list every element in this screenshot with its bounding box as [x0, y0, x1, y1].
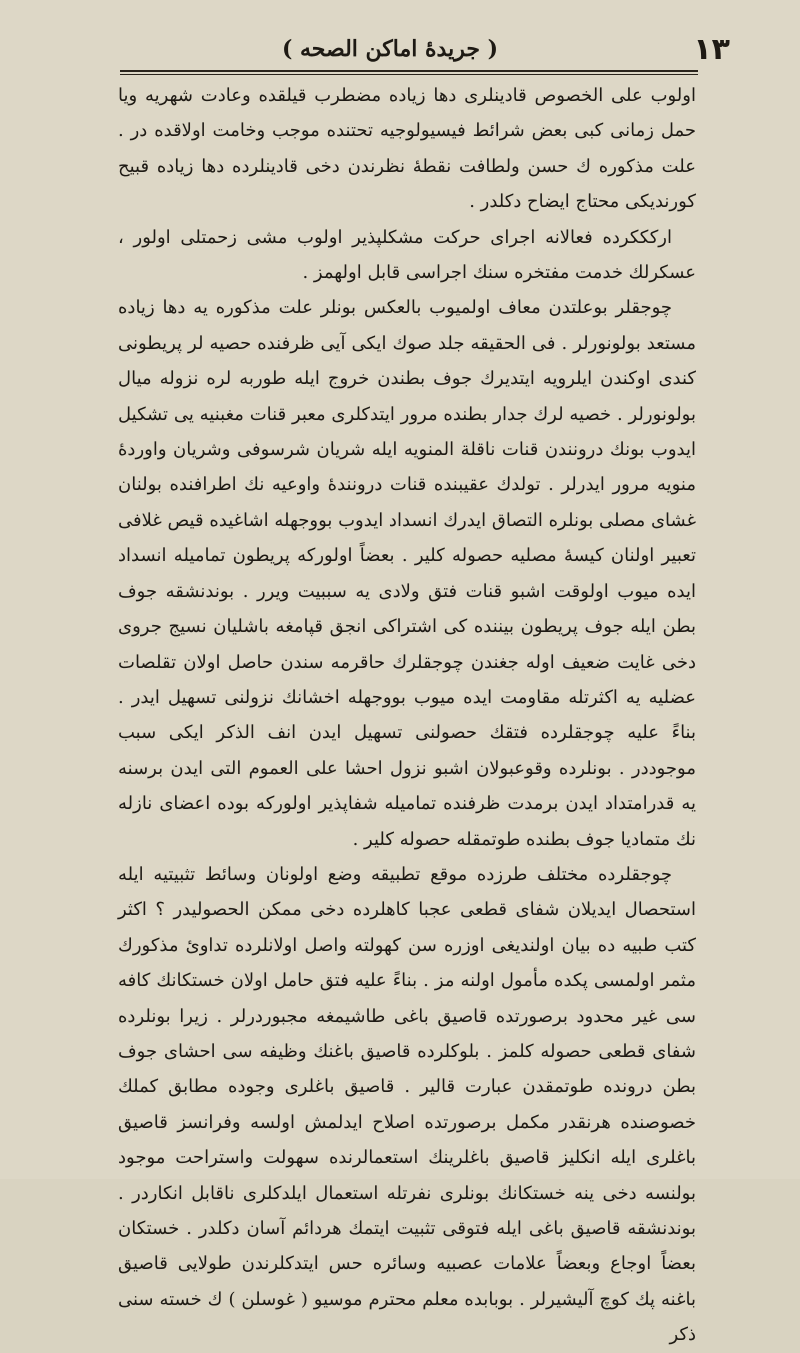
paragraph: چوجقلر بوعلتدن معاف اولميوب بالعكس بونلر علت مذكوره يه دها زياده مستعد بولونورلر . فى الحقيقه جلد صوك ايكى آيى ظرفنده حصيه لر پريطونى كندى اوكندن ايلرويه ايتديرك جوف بطندن خروج ايله طوربه لره نزوله ميال بولونورلر . خصيه لرك جدار بطنده مرور ايتدكلرى معبر قنات مغبنيه يى تشكيل ايدوب بونك درونندن قنات ناقلة المنويه ايله شريان شرسوفى وشريان واوردهٔ منويه مرور ايدرلر . تولدك عقيبنده قنات درونندهٔ واوعيه نك اطرافنده بولنان غشاى مصلى بونلره التصاق ايدرك انسداد ايدوب بووجهله اشاغيده قيص غلافى تعبير اولنان كيسهٔ مصليه حصوله كلير . بعضاً اولوركه پريطون تماميله انسداد ايده ميوب اولوقت اشبو قنات فتق ولادى يه سببيت ويرر . بوندنشقه جوف بطن ايله جوف پريطون بيننده كى اشتراكى انجق قپامغه باشليان نسيج جروى دخى غايت ضعيف اوله جغندن چوجقلرك حاقرمه سندن حاصل اولان تقلصات عضليه يه اكثرتله مقاومت ايده ميوب بووجهله اخشانك نزولنى تسهيل ايدر . بناءً عليه چوجقلرده فتقك حصولنى تسهيل ايدن انف الذكر ايكى سبب موجوددر . بونلرده وقوعبولان اشبو نزول احشا على العموم التى ايدن برسنه يه قدرامتداد ايدن برمدت ظرفنده تماميله شفاپذير اولوركه بوده اعضاى نازله نك متماديا جوف بطنده طوتمقله حصوله كلير .: [118, 297, 696, 850]
header-divider: [120, 70, 698, 75]
paragraph: اركككرده فعالانه اجراى حركت مشكلپذير اولوب مشى زحمتلى اولور ، عسكرلك خدمت مفتخره سنك اجراسى قابل اولهمز .: [118, 226, 696, 284]
page-number: ١٣: [693, 32, 730, 67]
paragraph: اولوب على الخصوص قادينلرى دها زياده مضطرب قيلقده وعادت شهريه ويا حمل زمانى كبى بعض شرائط فيسيولوجيه تحتنده موجب وخامت اولاقده در . علت مذكوره ك حسن ولطافت نقطهٔ نظرندن دخى قادينلرده دها زياده قبيح كورنديكى محتاج ايضاح دكلدر .: [118, 85, 696, 213]
paragraph: چوجقلرده مختلف طرزده موقع تطبيقه وضع اولونان وسائط تثبيتيه ايله استحصال ايديلان شفاى قطعى عجبا كاهلرده دخى ممكن الحصوليدر ؟ اكثر كتب طبيه ده بيان اولنديغى اوزره سن كهولته واصل اولانلرده تداوئ مذكورك مثمر اولمسى پكده مأمول اولنه مز . بناءً عليه فتق حامل اولان خستكانك كافه سى غير محدود برصورتده قاصيق باغى طاشيمغه مجبوردرلر . زيرا بونلرده شفاى قطعى حصوله كلمز . بلوكلرده قاصيق باغنك وظيفه سى احشاى جوف بطن درونده طوتمقدن عبارت قالير . قاصيق باغلرى وجوده مطابق كملك خصوصنده هرنقدر مكمل برصورتده اصلاح ايدلمش اولسه وفرانسز قاصيق باغلرى ايله انكليز قاصيق باغلرينك استعمالرنده سهولت واستراحت موجود بولنسه دخى ينه خستكانك بونلرى نفرتله استعمال ايلدكلرى ناقابل انكاردر . بوندنشقه قاصيق باغى ايله فتوقى تثبيت ايتمك هردائم آسان دكلدر . خستكان بعضاً اوجاع وبعضاً علامات عصبيه وسائره حس ايتدكلرندن طولايى قاصيق باغنه پك كوچ آليشيرلر . بوبابده معلم محترم موسيو ( غوسلن ) ك خسته سنى ذكر: [118, 863, 696, 1346]
page-header: [120, 28, 730, 70]
running-title: ( جريدهٔ اماكن الصحه ): [281, 36, 499, 62]
article-body: [118, 78, 696, 1346]
